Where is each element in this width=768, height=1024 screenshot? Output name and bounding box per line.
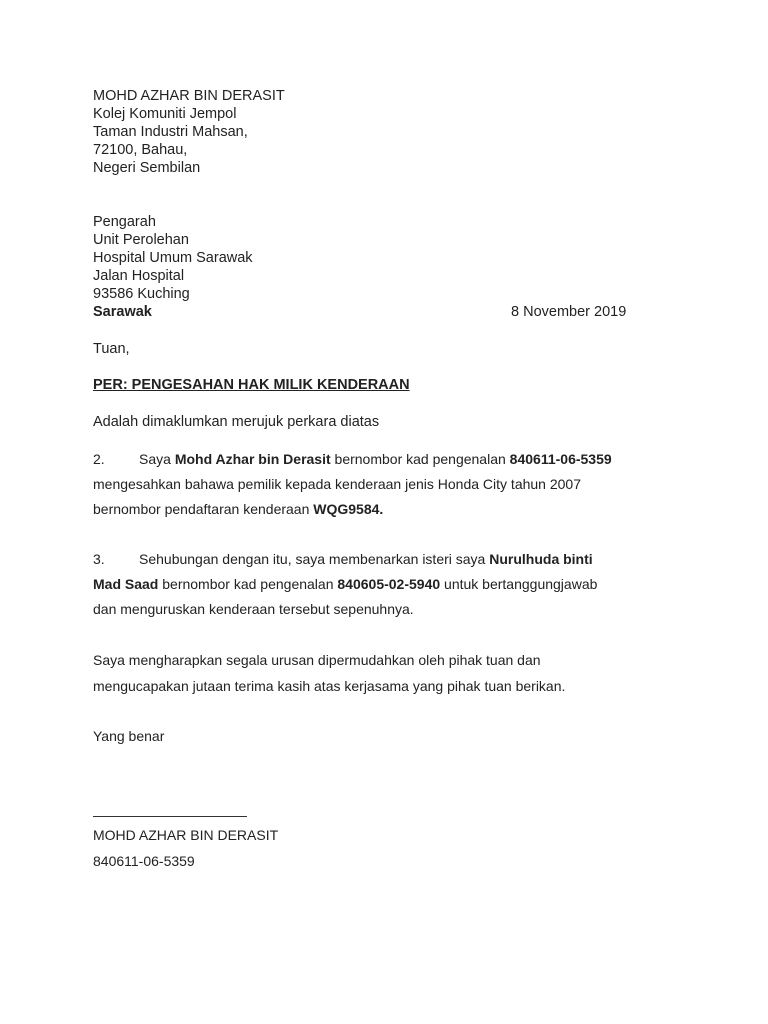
recipient-address-line: 93586 Kuching <box>93 286 190 302</box>
paragraph-3-line-2: Mad Saad bernombor kad pengenalan 840605-02-5940 untuk bertanggungjawab <box>93 576 598 592</box>
wife-name: Mad Saad <box>93 576 159 592</box>
sender-address-line: Kolej Komuniti Jempol <box>93 106 237 122</box>
closing-paragraph-line-1: Saya mengharapkan segala urusan dipermudahkan oleh pihak tuan dan <box>93 652 541 668</box>
paragraph-2-line-2: mengesahkan bahawa pemilik kepada kenderaan jenis Honda City tahun 2007 <box>93 476 581 492</box>
recipient-address-line: Jalan Hospital <box>93 268 185 284</box>
owner-ic-number: 840611-06-5359 <box>509 451 612 467</box>
signature-line <box>93 816 247 817</box>
sender-address-line: Negeri Sembilan <box>93 160 201 176</box>
sender-address-line: 72100, Bahau, <box>93 142 188 158</box>
signatory-ic-number: 840611-06-5359 <box>93 853 195 869</box>
paragraph-3-line-3: dan menguruskan kenderaan tersebut sepenuhnya. <box>93 601 414 617</box>
paragraph-2-line-3: bernombor pendaftaran kenderaan WQG9584. <box>93 501 384 517</box>
signoff: Yang benar <box>93 728 165 744</box>
paragraph-number: 2. <box>93 451 105 467</box>
letter-date: 8 November 2019 <box>511 304 627 320</box>
intro-paragraph: Adalah dimaklumkan merujuk perkara diatas <box>93 414 380 430</box>
vehicle-plate-number: WQG9584. <box>313 501 384 517</box>
owner-name: Mohd Azhar bin Derasit <box>174 451 331 467</box>
paragraph-3-line-1: 3. Sehubungan dengan itu, saya membenarkan isteri saya Nurulhuda binti <box>93 551 593 567</box>
wife-ic-number: 840605-02-5940 <box>337 576 441 592</box>
recipient-state: Sarawak <box>93 304 152 320</box>
signatory-name: MOHD AZHAR BIN DERASIT <box>93 827 279 843</box>
sender-address-line: Taman Industri Mahsan, <box>93 124 248 140</box>
subject-line: PER: PENGESAHAN HAK MILIK KENDERAAN <box>93 377 410 393</box>
wife-name: Nurulhuda binti <box>489 551 593 567</box>
closing-paragraph-line-2: mengucapakan jutaan terima kasih atas kerjasama yang pihak tuan berikan. <box>93 678 566 694</box>
recipient-address-line: Pengarah <box>93 214 156 230</box>
salutation: Tuan, <box>93 341 130 357</box>
recipient-address-line: Hospital Umum Sarawak <box>93 250 253 266</box>
paragraph-number: 3. <box>93 551 105 567</box>
sender-name: MOHD AZHAR BIN DERASIT <box>93 88 285 104</box>
recipient-address-line: Unit Perolehan <box>93 232 189 248</box>
paragraph-2-line-1: 2. Saya Mohd Azhar bin Derasit bernombor kad pengenalan 840611-06-5359 <box>93 451 612 467</box>
